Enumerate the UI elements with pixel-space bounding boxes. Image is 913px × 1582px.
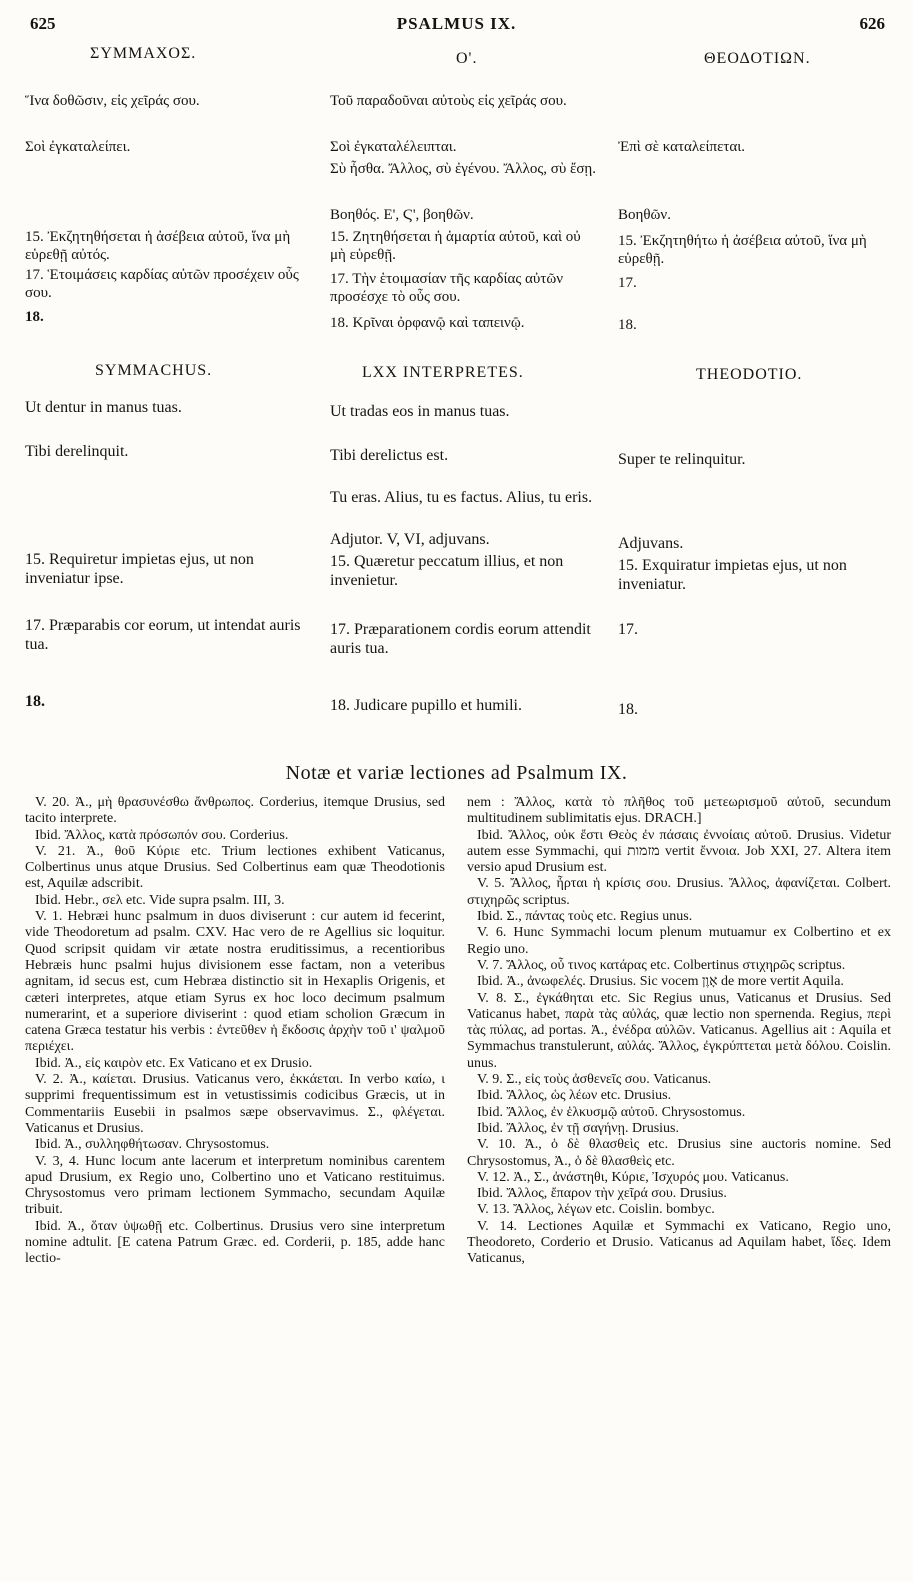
- latin-head-lxx: LXX INTERPRETES.: [362, 364, 524, 381]
- note-paragraph: Ibid. Ἀ., συλληφθήτωσαν. Chrysostomus.: [35, 1137, 270, 1153]
- note-paragraph: V. 21. Ἀ., θοῦ Κύριε etc. Trium lectiones exhibent Vaticanus, Colbertinus unus atque Drusius. Sed Colbertinus eam quæ Theodotionis est, Aquilæ adscribit.: [25, 843, 445, 892]
- greek-lxx-line: Σοὶ ἐγκαταλέλειπται.: [330, 139, 457, 155]
- greek-lxx-line: 17. Τὴν ἑτοιμασίαν τῆς καρδίας αὐτῶν προσέσχε τὸ οὖς σου.: [330, 271, 563, 305]
- latin-sym-line: 17. Præparabis cor eorum, ut intendat auris tua.: [25, 617, 301, 653]
- notes-right-column: [467, 795, 891, 1268]
- note-paragraph: Ibid. Hebr., σελ etc. Vide supra psalm. III, 3.: [35, 892, 285, 908]
- latin-lxx-line: 15. Quæretur peccatum illius, et non invenietur.: [330, 553, 564, 589]
- note-paragraph: V. 3, 4. Hunc locum ante lacerum et interpretum nominibus carentem apud Drusium, ex Regio uno, Colbertino uno et Vaticano restituimus. Chrysostomus vero primam lectionem Symmacho, secundam Aquilæ tribuit.: [25, 1153, 445, 1218]
- greek-theo-line: 15. Ἐκζητηθήτω ἡ ἀσέβεια αὐτοῦ, ἵνα μὴ εὑρεθῇ.: [618, 233, 867, 267]
- note-paragraph: Ibid. Σ., πάντας τοὺς etc. Regius unus.: [477, 909, 693, 925]
- greek-lxx-line: Βοηθός. Ε', Ϛ', βοηθῶν.: [330, 207, 474, 223]
- note-paragraph: V. 7. Ἄλλος, οὗ τινος κατάρας etc. Colbertinus στιχηρῶς scriptus.: [477, 957, 846, 973]
- note-paragraph: Ibid. Ἄλλος, οὐκ ἔστι Θεὸς ἐν πάσαις ἐννοίαις αὐτοῦ. Drusius. Videtur autem esse Symmachi, qui מזמות vertit ἔννοια. Job XXI, 27. Altera item versio apud Drusium est.: [467, 827, 891, 876]
- latin-sym-line: 15. Requiretur impietas ejus, ut non inveniatur ipse.: [25, 551, 254, 587]
- note-paragraph: Ibid. Ἄλλος, κατὰ πρόσωπόν σου. Corderius.: [35, 827, 289, 843]
- greek-lxx-line: 15. Ζητηθήσεται ἡ ἁμαρτία αὐτοῦ, καὶ οὐ μὴ εὑρεθῇ.: [330, 229, 581, 263]
- greek-lxx-line: Σὺ ἦσθα. Ἄλλος, σὺ ἐγένου. Ἄλλος, σὺ ἔσῃ.: [330, 161, 597, 177]
- latin-sym-line: Ut dentur in manus tuas.: [25, 399, 182, 416]
- latin-lxx-line: 17. Præparationem cordis eorum attendit auris tua.: [330, 621, 591, 657]
- latin-sym-line: Tibi derelinquit.: [25, 443, 129, 460]
- greek-sym-line: Σοὶ ἐγκαταλείπει.: [25, 139, 131, 155]
- latin-theo-line: 18.: [618, 701, 638, 718]
- greek-head-theodotion: ΘΕΟΔΟΤΙΩΝ.: [704, 50, 811, 67]
- latin-lxx-line: Adjutor. V, VI, adjuvans.: [330, 531, 490, 548]
- note-paragraph: V. 1. Hebræi hunc psalmum in duos diviserunt : cur autem id fecerint, vide Theodoretum ad psalm. CXV. Hac vero de re Agellius sic loquitur. Quod scripsit quidam vir ætate nostra eruditissimus, a recentioribus Hebræis hunc psalmi hujus divisionem esse factam, non a veteribus agnitam, id secus est, cum Hebræa distinctio sit in Hexaplis Origenis, et cæteri interpretes, atque etiam Syrus ex hoc loco decimum psalmum numerarint, et a superiore diviserint : quod etiam scholion Græcum in catena Græca testatur his verbis : ἐντεῦθεν ἡ ἔκδοσις ἀρχὴν τοῦ ι' ψαλμοῦ περιέχει.: [25, 909, 445, 1055]
- note-paragraph: V. 20. Ἀ., μὴ θρασυνέσθω ἄνθρωπος. Corderius, itemque Drusius, sed tacito interprete.: [25, 795, 445, 827]
- latin-lxx-line: Ut tradas eos in manus tuas.: [330, 403, 510, 420]
- note-paragraph: V. 8. Σ., ἐγκάθηται etc. Sic Regius unus, Vaticanus et Drusius. Sed Vaticanus habet, παρὰ τὰς αὐλάς, quæ lectio non spernenda. Regius, περὶ τὰς πύλας, ad portas. Ἀ., ἐνέδρα αὐλῶν. Vaticanus. Agellius ait : Aquila et Symmachus transtulerunt, αὐλάς. Ἄλλος, ἐγκρύπτεται μετὰ δόλου. Coislin. unus.: [467, 990, 891, 1071]
- greek-lxx-line: 18. Κρῖναι ὀρφανῷ καὶ ταπεινῷ.: [330, 315, 525, 331]
- latin-head-theodotion: THEODOTIO.: [696, 366, 803, 383]
- latin-lxx-line: Tu eras. Alius, tu es factus. Alius, tu eris.: [330, 489, 593, 506]
- note-paragraph: V. 9. Σ., εἰς τοὺς ἀσθενεῖς σου. Vaticanus.: [477, 1072, 712, 1088]
- latin-sym-line: 18.: [25, 693, 45, 710]
- page-title: PSALMUS IX.: [396, 14, 517, 33]
- note-paragraph: Ibid. Ἀ., εἰς καιρὸν etc. Ex Vaticano et ex Drusio.: [35, 1055, 313, 1071]
- note-paragraph: V. 14. Lectiones Aquilæ et Symmachi ex Vaticano, Regio uno, Theodoreto, Corderio et Drusio. Vaticanus ad Aquilam habet, ἴδες. Idem Vaticanus,: [467, 1218, 891, 1267]
- greek-head-lxx: Ο'.: [456, 50, 478, 67]
- note-paragraph: V. 10. Ἀ., ὁ δὲ θλασθεὶς etc. Drusius sine auctoris nomine. Sed Chrysostomus, Ἀ., ὁ δὲ θλασθεὶς etc.: [467, 1137, 891, 1169]
- notes-title: Notæ et variæ lectiones ad Psalmum IX.: [285, 762, 628, 784]
- note-paragraph: Ibid. Ἄλλος, ἐν ἑλκυσμῷ αὐτοῦ. Chrysostomus.: [477, 1104, 746, 1120]
- note-paragraph: V. 12. Ἀ., Σ., ἀνάστηθι, Κύριε, Ἰσχυρός μου. Vaticanus.: [477, 1169, 789, 1185]
- greek-head-symmachus: ΣΥΜΜΑΧΟΣ.: [90, 45, 197, 62]
- greek-theo-line: Βοηθῶν.: [618, 207, 671, 223]
- note-paragraph: V. 2. Ἀ., καίεται. Drusius. Vaticanus vero, ἐκκάεται. In verbo καίω, ι supprimi frequentissimum est in vetustissimis codicibus Græcis, ut in Commentariis Eusebii in psalmos sæpe observavimus. Σ., φλέγεται. Vaticanus et Drusius.: [25, 1072, 445, 1136]
- note-paragraph: V. 5. Ἄλλος, ἦρται ἡ κρίσις σου. Drusius. Ἄλλος, ἀφανίζεται. Colbert. στιχηρῶς scriptus.: [467, 876, 891, 908]
- greek-lxx-line: Τοῦ παραδοῦναι αὐτοὺς εἰς χεῖράς σου.: [330, 93, 567, 109]
- latin-theo-line: Adjuvans.: [618, 535, 684, 552]
- greek-theo-line: Ἐπὶ σὲ καταλείπεται.: [618, 139, 746, 155]
- latin-theo-line: 17.: [618, 621, 638, 638]
- latin-theo-line: Super te relinquitur.: [618, 451, 746, 468]
- greek-sym-line: Ἵνα δοθῶσιν, εἰς χεῖράς σου.: [25, 93, 200, 109]
- note-paragraph: Ibid. Ἀ., ὅταν ὑψωθῇ etc. Colbertinus. Drusius vero sine interpretum nomine adtulit. [E catena Patrum Græc. ed. Corderii, p. 185, adde hanc lectio-: [25, 1218, 445, 1267]
- greek-theo-line: 18.: [618, 317, 637, 333]
- latin-head-symmachus: SYMMACHUS.: [95, 362, 213, 379]
- greek-theo-line: 17.: [618, 275, 637, 291]
- greek-sym-line: 17. Ἑτοιμάσεις καρδίας αὐτῶν προσέχειν οὖς σου.: [25, 267, 299, 301]
- page-number-left: 625: [30, 14, 56, 33]
- note-paragraph: Ibid. Ἀ., ἀνωφελές. Drusius. Sic vocem אָוֶן de more vertit Aquila.: [477, 974, 844, 990]
- note-paragraph: nem : Ἄλλος, κατὰ τὸ πλῆθος τοῦ μετεωρισμοῦ αὐτοῦ, secundum multitudinem sublimitatis ejus. DRACH.]: [467, 795, 891, 827]
- notes-left-column: [25, 795, 445, 1268]
- page-number-right: 626: [859, 14, 885, 33]
- note-paragraph: V. 6. Hunc Symmachi locum plenum mutuamur ex Colbertino et ex Regio uno.: [467, 925, 891, 957]
- latin-theo-line: 15. Exquiratur impietas ejus, ut non inveniatur.: [618, 557, 847, 593]
- latin-lxx-line: 18. Judicare pupillo et humili.: [330, 697, 522, 714]
- note-paragraph: V. 13. Ἄλλος, λέγων etc. Coislin. bombyc.: [477, 1202, 715, 1218]
- note-paragraph: Ibid. Ἄλλος, ὡς λέων etc. Drusius.: [477, 1088, 672, 1104]
- greek-sym-line: 18.: [25, 309, 44, 325]
- latin-lxx-line: Tibi derelictus est.: [330, 447, 449, 464]
- note-paragraph: Ibid. Ἄλλος, ἐν τῇ σαγήνῃ. Drusius.: [477, 1120, 680, 1136]
- greek-sym-line: 15. Ἐκζητηθήσεται ἡ ἀσέβεια αὐτοῦ, ἵνα μὴ εὑρεθῇ αὐτός.: [25, 229, 291, 263]
- note-paragraph: Ibid. Ἄλλος, ἔπαρον τὴν χεῖρά σου. Drusius.: [477, 1186, 727, 1202]
